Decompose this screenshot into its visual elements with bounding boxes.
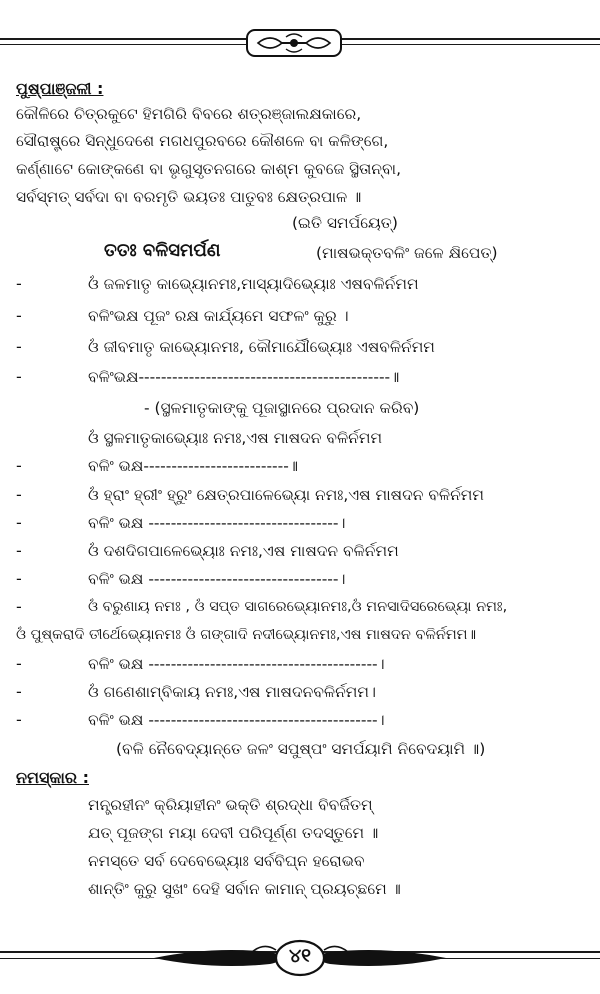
bali-dash-12: -: [16, 597, 22, 616]
bali-line-9: ବଳିଂ ଭକ୍ଷ ----------------------------------।: [88, 514, 346, 532]
bali-dash-8: -: [16, 485, 22, 504]
bali-line-11: ବଳିଂ ଭକ୍ଷ ----------------------------------।: [88, 570, 346, 588]
pushpanjali-line-2: ସୌରାଷ୍ଟ୍ରେ ସିନ୍ଧୁଦେଶେ ମଗଧପୁରବରେ କୌଶଳେ ବା କଳିଙ୍ଗେ,: [16, 132, 389, 150]
pushpanjali-line-3: କର୍ଣ୍ଣାଟେ କୋଙ୍କଣେ ବା ଭୃଗୁସୃତନଗରେ କାଶ୍ମ କୁବଜେ ସ୍ଥିତାନ୍‌ବା,: [16, 160, 402, 178]
bali-dash-3: -: [16, 337, 22, 356]
bali-title-note: (ମାଷଭକ୍ତବଳିଂ ଜଳେ କ୍ଷିପେତ୍): [316, 244, 498, 262]
bali-dash-2: -: [16, 306, 22, 325]
bali-dash-7: -: [16, 456, 22, 475]
bali-dash-9: -: [16, 513, 22, 532]
bali-line-6: ଓଁ ସ୍ଥଳମାତୃକାଭ୍ୟୋଃ ନମଃ,ଏଷ ମାଷଦନ ବଳିର୍ନମମ: [88, 429, 383, 447]
page-number: ୪୧: [288, 945, 312, 967]
bali-line-15: ଓଁ ଗଣେଶାମ୍ବିକାୟ ନମଃ,ଏଷ ମାଷଦନବଳିର୍ନମମ।: [88, 683, 376, 701]
bali-line-17: (ବଳି ନୈବେଦ୍ୟାନ୍ତେ ଜଳଂ ସପୁଷ୍ପଂ ସମର୍ପୟାମି ନିବେଦୟାମି ॥): [116, 740, 486, 758]
bali-line-2: ବଳିଂଭକ୍ଷ ପୂଜଂ ରକ୍ଷ କାର୍ଯ୍ୟମେ ସଫଳଂ କୁରୁ ।: [88, 307, 349, 325]
bali-line-5: - (ସ୍ଥଳମାତୃକାଙ୍କୁ ପୂଜାସ୍ଥାନରେ ପ୍ରଦାନ କରିବ): [144, 399, 420, 417]
bali-dash-10: -: [16, 541, 22, 560]
namaskara-line-4: ଶାନ୍ତିଂ କୁରୁ ସୁଖଂ ଦେହି ସର୍ବାନ କାମାନ୍ ପ୍ରୟଚ୍ଛମେ ॥: [88, 880, 401, 898]
bali-dash-11: -: [16, 569, 22, 588]
pushpanjali-closing: (ଇତି ସମର୍ପୟେତ୍): [292, 214, 398, 232]
bali-line-12: ଓଁ ବରୁଣାୟ ନମଃ , ଓଁ ସପ୍ତ ସାଗରେଭ୍ୟୋନମଃ,ଓଁ ମନସାଦିସରେଭ୍ୟୋ ନମଃ,: [88, 599, 508, 615]
bali-dash-16: -: [16, 710, 22, 729]
namaskara-line-2: ଯତ୍ ପୂଜଙ୍ଗ ମୟା ଦେବୀ ପରିପୂର୍ଣ୍ଣ ତଦସ୍ତୁମେ ॥: [88, 824, 379, 842]
bali-title: ତତଃ ବଳିସମର୍ପଣ: [104, 240, 221, 261]
bali-line-4: ବଳିଂଭକ୍ଷ---------------------------------------------॥: [88, 368, 400, 386]
pushpanjali-heading: ପୁଷ୍ପାଞ୍ଜଳୀ :: [16, 79, 104, 98]
pushpanjali-line-4: ସର୍ବସ୍ମତ୍ ସର୍ବଦା ବା ବରମୃତି ଭୟତଃ ପାତୁବଃ କ୍ଷେତ୍ରପାଳ ॥: [16, 188, 362, 206]
bali-dash-15: -: [16, 682, 22, 701]
bali-line-10: ଓଁ ଦଶଦିଗପାଳେଭ୍ୟୋଃ ନମଃ,ଏଷ ମାଷଦନ ବଳିର୍ନମମ: [88, 542, 399, 560]
namaskara-line-1: ମନ୍ତ୍ରହୀନଂ କ୍ରିୟାହୀନଂ ଭକ୍ତି ଶ୍ରଦ୍ଧା ବିବର୍ଜିତମ୍: [88, 796, 373, 814]
namaskara-heading: ନମସ୍କାର :: [16, 768, 89, 787]
bali-line-7: ବଳିଂ ଭକ୍ଷ--------------------------॥: [88, 457, 298, 475]
ornament-top-icon: [246, 29, 342, 57]
bali-line-16: ବଳିଂ ଭକ୍ଷ -----------------------------------------।: [88, 711, 385, 729]
bali-line-13: ଓଁ ପୁଷ୍କରାଦି ତୀର୍ଥେଭ୍ୟୋନମଃ ଓଁ ଗଙ୍ଗାଦି ନଦୀଭ୍ୟୋନମଃ,ଏଷ ମାଷଦନ ବଳିର୍ନମମ॥: [16, 627, 477, 643]
pushpanjali-line-1: କୌଳିରେ ଚିତ୍ରକୁଟେ ହିମଗିରି ବିବରେ ଶତ୍ରଞ୍ଜାଲକ୍ଷକାରେ,: [16, 105, 362, 123]
bali-dash-4: -: [16, 367, 22, 386]
bali-line-14: ବଳିଂ ଭକ୍ଷ -----------------------------------------।: [88, 655, 385, 673]
bali-line-1: ଓଁ ଜଳମାତୃ କାଭ୍ୟୋନମଃ,ମାସ୍ୟାଦିଭ୍ୟୋଃ ଏଷବଳିର୍ନମମ: [88, 275, 419, 293]
bali-dash-14: -: [16, 654, 22, 673]
namaskara-line-3: ନମସ୍ତେ ସର୍ବ ଦେବେଭ୍ୟୋଃ ସର୍ବବିଘ୍ନ ହରୋଭବ: [88, 852, 365, 870]
bali-dash-1: -: [16, 274, 22, 293]
bali-line-8: ଓଁ ହ୍ରାଂ ହ୍ରୀଂ ହ୍ରୁଂ କ୍ଷେତ୍ରପାଳେଭ୍ୟୋ ନମଃ,ଏଷ ମାଷଦନ ବଳିର୍ନମମ: [88, 486, 484, 504]
bali-line-3: ଓଁ ଜୀବମାତୃ କାଭ୍ୟୋନମଃ, କୌମାର୍ଯୌଭ୍ୟୋଃ ଏଷବଳିର୍ନମମ: [88, 338, 435, 356]
